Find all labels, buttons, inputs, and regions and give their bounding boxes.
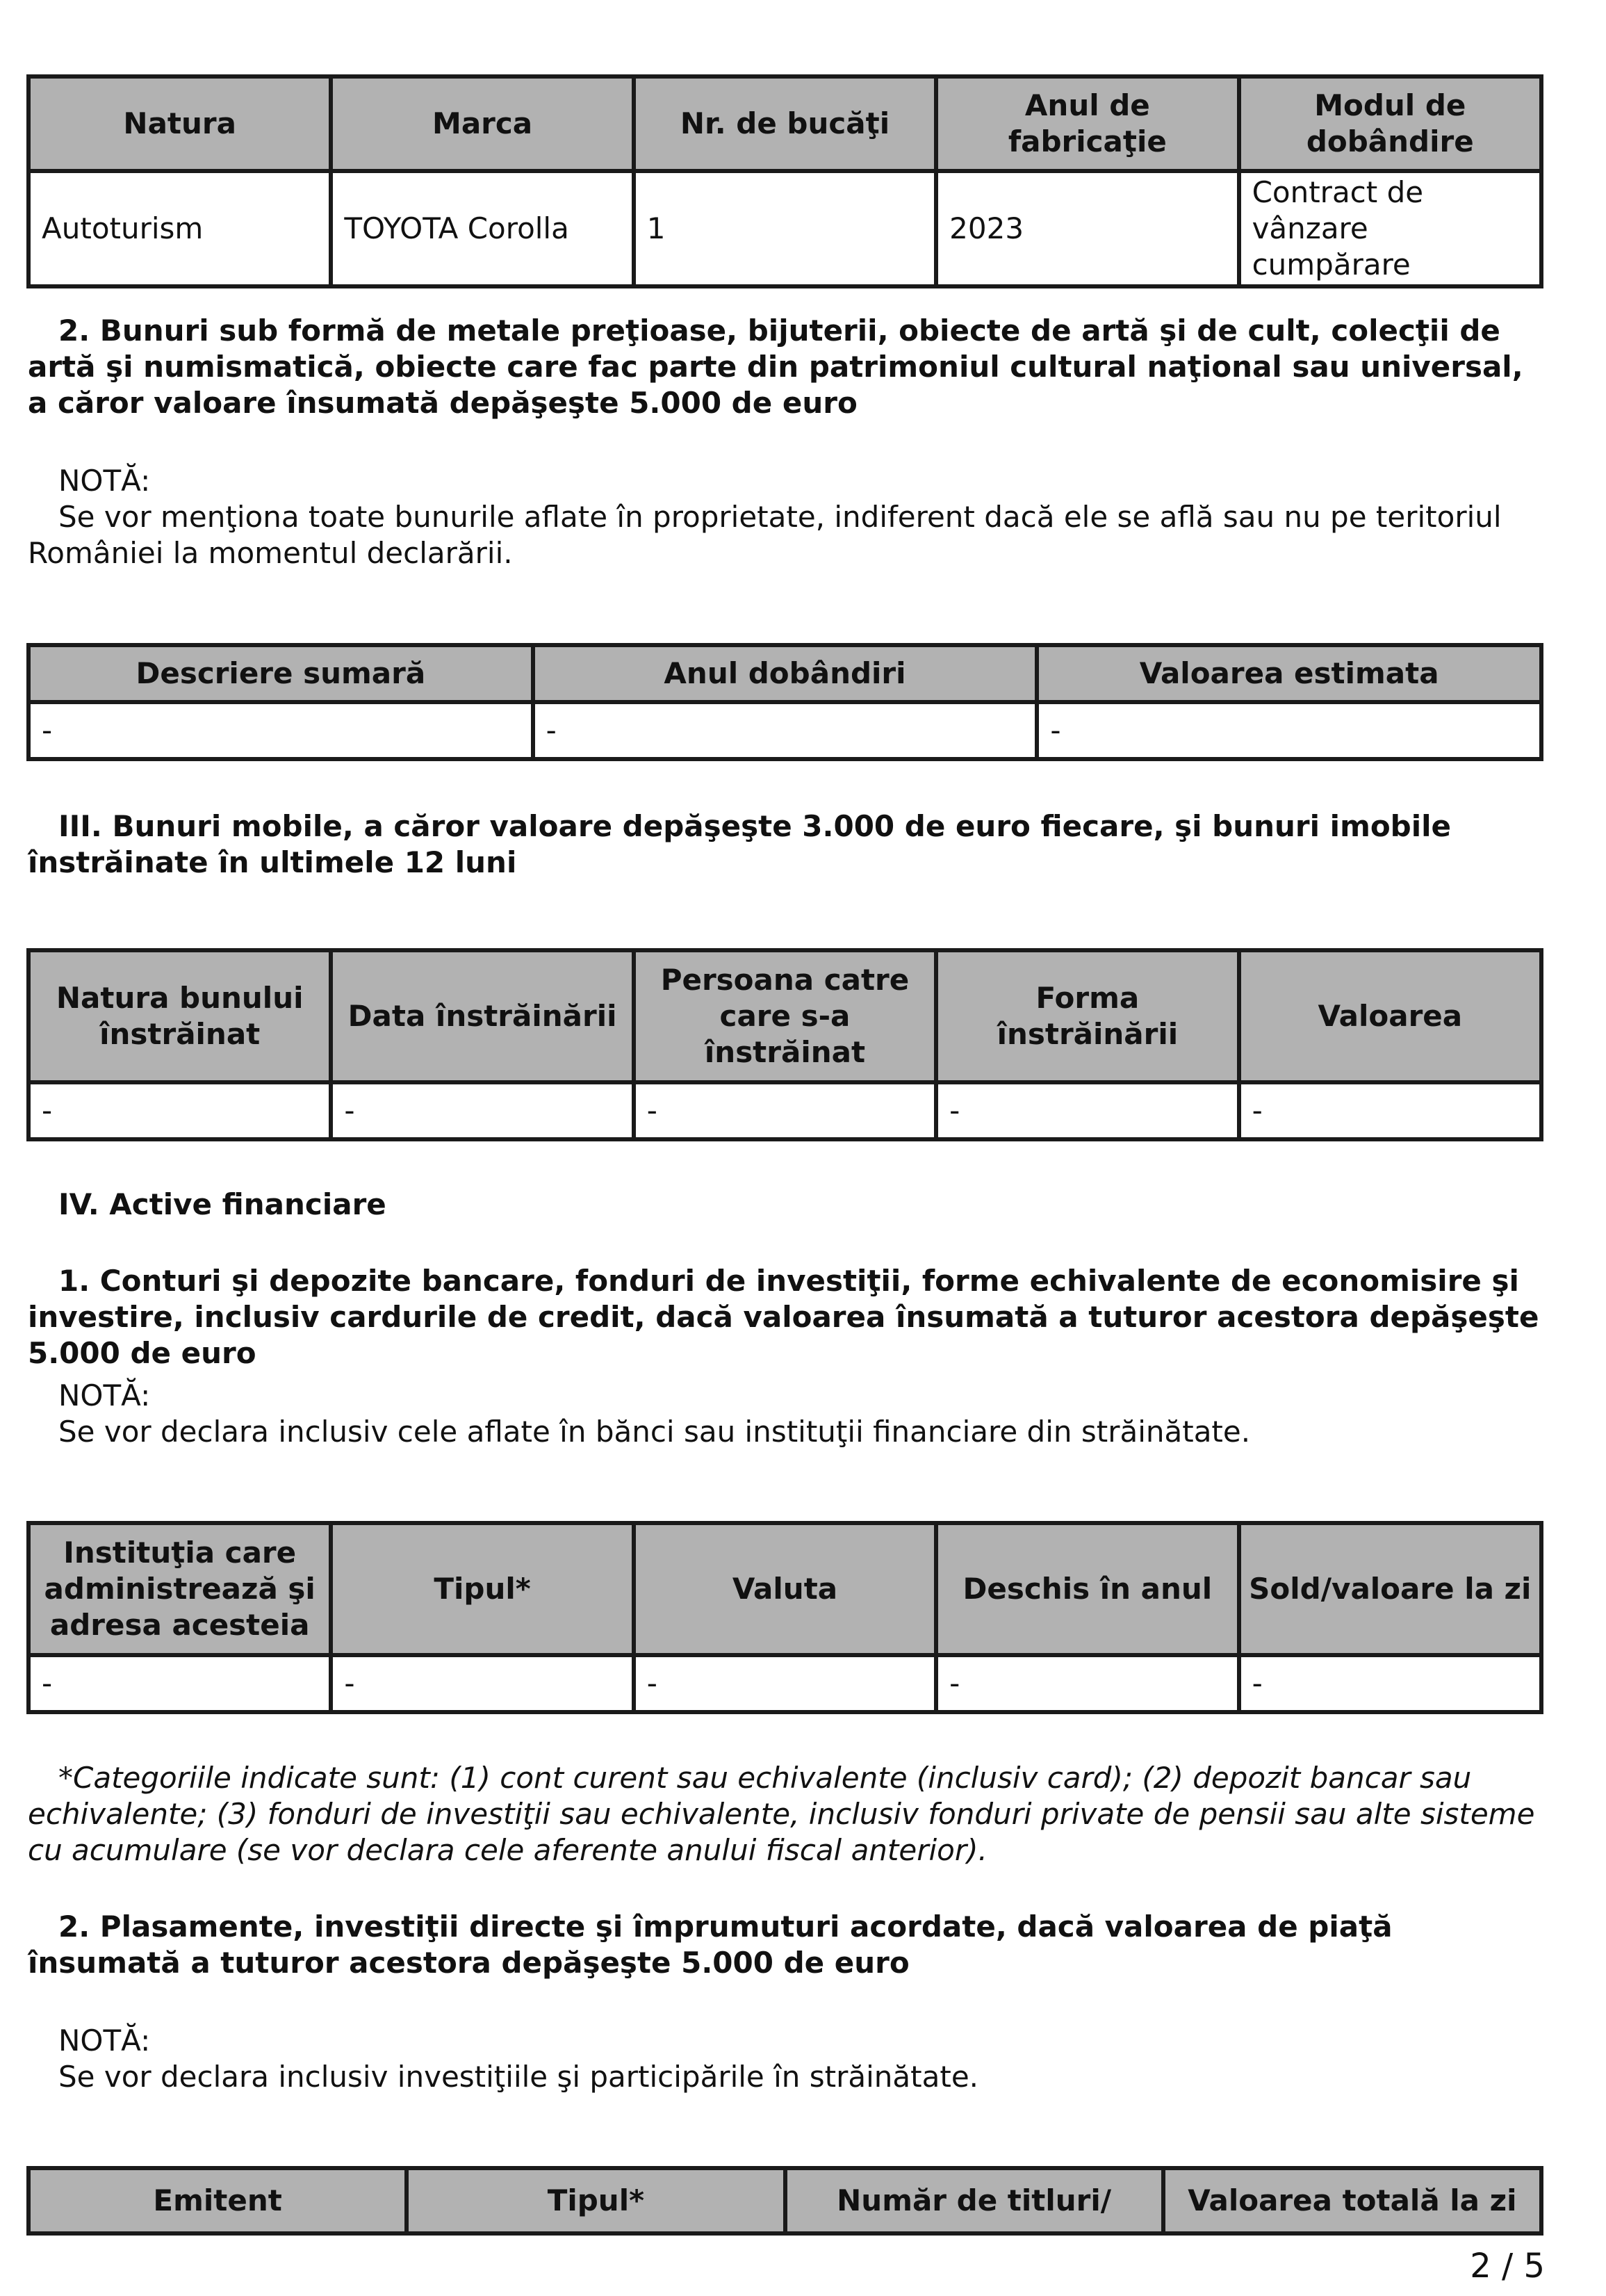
col-header-valoare-estimata: Valoarea estimata	[1037, 645, 1541, 702]
note-text: Se vor declara inclusiv investiţiile şi participările în străinătate.	[58, 2060, 979, 2094]
alienated-table	[26, 948, 1543, 1141]
cell-marca: TOYOTA Corolla	[331, 171, 633, 286]
col-header-forma: Forma înstrăinării	[936, 950, 1238, 1082]
col-header-natura: Natura	[28, 76, 331, 171]
vehicles-table	[26, 74, 1543, 288]
cell-sold: -	[1239, 1655, 1541, 1712]
valuables-table	[26, 643, 1543, 761]
accounts-table	[26, 1521, 1543, 1714]
note-label: NOTĂ:	[58, 464, 151, 498]
col-header-data-instrainarii: Data înstrăinării	[331, 950, 633, 1082]
cell-mod-dobandire: Contract de vânzare cumpărare	[1239, 171, 1541, 286]
table-row	[28, 171, 1541, 286]
col-header-an-fabricatie: Anul de fabricaţie	[936, 76, 1238, 171]
cell-valoarea: -	[1239, 1082, 1541, 1139]
cell-nr-bucati: 1	[634, 171, 936, 286]
section-4-2-note	[28, 2023, 1543, 2095]
col-header-sold: Sold/valoare la zi	[1239, 1523, 1541, 1655]
col-header-descriere: Descriere sumară	[28, 645, 533, 702]
col-header-tipul: Tipul*	[331, 1523, 633, 1655]
cell-descriere: -	[28, 702, 533, 759]
col-header-persoana: Persoana catre care s-a înstrăinat	[634, 950, 936, 1082]
section-4-note	[28, 1378, 1543, 1450]
note-label: NOTĂ:	[58, 1378, 151, 1412]
cell-tipul: -	[331, 1655, 633, 1712]
cell-natura: Autoturism	[28, 171, 331, 286]
table-row	[28, 1082, 1541, 1139]
section-4-2-heading: 2. Plasamente, investiţii directe şi împrumuturi acordate, dacă valoarea de piaţă însumată a tuturor acestora depăşeşte 5.000 de euro	[28, 1910, 1393, 1980]
cell-deschis-in-anul: -	[936, 1655, 1238, 1712]
section-4-heading: IV. Active financiare	[58, 1187, 386, 1221]
investments-table	[26, 2166, 1543, 2236]
col-header-emitent: Emitent	[28, 2168, 407, 2233]
cell-valoare-estimata: -	[1037, 702, 1541, 759]
section-2-heading: 2. Bunuri sub formă de metale preţioase, bijuterii, obiecte de artă şi de cult, colecţii de artă şi numismatică, obiecte care fac parte din patrimoniul cultural naţional sau universal, a căror valoare însumată depăşeşte 5.000 de euro	[28, 314, 1523, 420]
col-header-deschis-in-anul: Deschis în anul	[936, 1523, 1238, 1655]
section-4-1-heading: 1. Conturi şi depozite bancare, fonduri de investiţii, forme echivalente de economisire şi investire, inclusiv cardurile de credit, dacă valoarea însumată a tuturor acestora depăşeşte 5.000 de euro	[28, 1264, 1539, 1370]
cell-natura-bunului: -	[28, 1082, 331, 1139]
cell-an-fabricatie: 2023	[936, 171, 1238, 286]
cell-an-dobandiri: -	[533, 702, 1038, 759]
col-header-valuta: Valuta	[634, 1523, 936, 1655]
section-2-note	[28, 463, 1543, 571]
col-header-an-dobandiri: Anul dobândiri	[533, 645, 1038, 702]
col-header-numar-titluri: Număr de titluri/	[785, 2168, 1163, 2233]
section-3-heading: III. Bunuri mobile, a căror valoare depăşeşte 3.000 de euro fiecare, şi bunuri imobile înstrăinate în ultimele 12 luni	[28, 809, 1452, 879]
categories-footnote: *Categoriile indicate sunt: (1) cont curent sau echivalente (inclusiv card); (2) depozit bancar sau echivalente; (3) fonduri de investiţii sau echivalente, inclusiv fonduri private de pensii sau alte sisteme cu acumulare (se vor declara cele aferente anului fiscal anterior).	[28, 1761, 1535, 1867]
cell-valuta: -	[634, 1655, 936, 1712]
col-header-marca: Marca	[331, 76, 633, 171]
note-text: Se vor declara inclusiv cele aflate în bănci sau instituţii financiare din străinătate.	[58, 1415, 1251, 1449]
cell-data-instrainarii: -	[331, 1082, 633, 1139]
cell-persoana: -	[634, 1082, 936, 1139]
col-header-institutia: Instituţia care administrează şi adresa acesteia	[28, 1523, 331, 1655]
col-header-mod-dobandire: Modul de dobândire	[1239, 76, 1541, 171]
col-header-tipul: Tipul*	[407, 2168, 785, 2233]
cell-institutia: -	[28, 1655, 331, 1712]
col-header-valoarea-totala: Valoarea totală la zi	[1163, 2168, 1541, 2233]
col-header-valoarea: Valoarea	[1239, 950, 1541, 1082]
table-row	[28, 1655, 1541, 1712]
page-number: 2 / 5	[1470, 2247, 1545, 2286]
col-header-nr-bucati: Nr. de bucăţi	[634, 76, 936, 171]
note-label: NOTĂ:	[58, 2024, 151, 2058]
note-text: Se vor menţiona toate bunurile aflate în proprietate, indiferent dacă ele se află sau nu pe teritoriul României la momentul declarării.	[28, 500, 1502, 570]
table-row	[28, 702, 1541, 759]
col-header-natura-bunului: Natura bunului înstrăinat	[28, 950, 331, 1082]
cell-forma: -	[936, 1082, 1238, 1139]
